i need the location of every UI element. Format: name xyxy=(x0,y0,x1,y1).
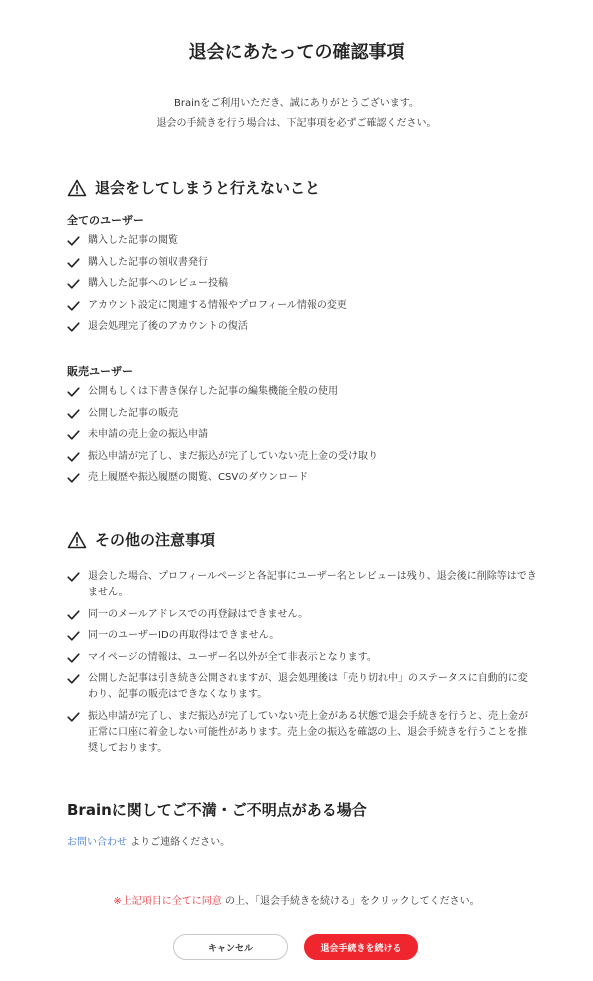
check-icon xyxy=(67,673,80,685)
check-icon xyxy=(67,386,80,398)
list-item xyxy=(67,276,537,292)
check-icon xyxy=(67,278,80,290)
check-icon xyxy=(67,711,80,723)
contact-link[interactable]: お問い合わせ xyxy=(67,837,127,848)
all-users-title: 全てのユーザー xyxy=(67,214,144,227)
warning-icon xyxy=(67,179,87,197)
list-item xyxy=(67,233,537,249)
list-item-text: 公開した記事は引き続き公開されますが、退会処理後は「売り切れ中」のステータスに自動的に変わり、記事の販売はできなくなります。 xyxy=(88,673,528,700)
check-icon xyxy=(67,609,80,621)
list-item-text: 売上履歴や振込履歴の閲覧、CSVのダウンロード xyxy=(88,472,309,483)
notes-list xyxy=(67,569,537,762)
notes-heading xyxy=(67,529,215,550)
list-item-text: 退会した場合、プロフィールページと各記事にユーザー名とレビューは残り、退会後に削除等はできません。 xyxy=(88,571,537,598)
contact-line xyxy=(67,833,230,848)
agreement-prefix: ※ xyxy=(113,896,122,907)
warning-icon xyxy=(67,531,87,549)
list-item xyxy=(67,427,537,443)
intro-line-2: 退会の手続きを行う場合は、下記事項を必ずご確認ください。 xyxy=(156,118,437,129)
list-item xyxy=(67,628,537,644)
cannot-do-heading-text: 退会をしてしまうと行えないこと xyxy=(95,179,321,197)
cancel-button[interactable]: キャンセル xyxy=(173,934,288,960)
list-item-text: 未申請の売上金の振込申請 xyxy=(88,429,208,440)
list-item xyxy=(67,650,537,666)
list-item-text: 公開した記事の販売 xyxy=(88,407,178,419)
check-icon xyxy=(67,472,80,484)
list-item-text: 公開もしくは下書き保存した記事の編集機能全般の使用 xyxy=(88,386,338,397)
continue-withdrawal-button[interactable]: 退会手続きを続ける xyxy=(304,934,418,960)
agreement-link[interactable]: 上記項目に全てに同意 xyxy=(121,896,222,907)
list-item xyxy=(67,319,537,335)
intro-line-1: Brainをご利用いただき、誠にありがとうございます。 xyxy=(173,98,419,109)
list-item xyxy=(67,569,537,601)
list-item-text: マイページの情報は、ユーザー名以外が全て非表示となります。 xyxy=(88,651,377,663)
list-item-text: 振込申請が完了し、まだ振込が完了していない売上金がある状態で退会手続きを行うと、売上金が正常に口座に着金しない可能性があります。売上金の振込を確認の上、退会手続きを行うことを推奨しております。 xyxy=(88,710,528,754)
list-item xyxy=(67,470,537,486)
list-item-text: 購入した記事へのレビュー投稿 xyxy=(88,278,228,289)
list-item xyxy=(67,406,537,422)
list-item-text: 同一のユーザーIDの再取得はできません。 xyxy=(88,630,280,641)
all-users-list xyxy=(67,233,537,341)
sellers-title: 販売ユーザー xyxy=(67,365,133,378)
list-item-text: 退会処理完了後のアカウントの復活 xyxy=(88,321,248,332)
list-item-text: 購入した記事の領収書発行 xyxy=(88,256,208,268)
check-icon xyxy=(67,300,80,312)
notes-heading-text: その他の注意事項 xyxy=(95,531,216,549)
check-icon xyxy=(67,257,80,269)
list-item xyxy=(67,298,537,314)
check-icon xyxy=(67,408,80,420)
check-icon xyxy=(67,652,80,664)
list-item-text: 同一のメールアドレスでの再登録はできません。 xyxy=(88,608,309,620)
check-icon xyxy=(67,630,80,642)
list-item-text: 振込申請が完了し、まだ振込が完了していない売上金の受け取り xyxy=(88,450,378,462)
agreement-suffix: の上、「退会手続きを続ける」をクリックしてください。 xyxy=(221,896,480,907)
contact-heading: Brainに関してご不満・ご不明点がある場合 xyxy=(67,801,367,819)
list-item xyxy=(67,671,537,703)
list-item xyxy=(67,255,537,271)
agreement-note xyxy=(0,892,593,907)
list-item xyxy=(67,709,537,757)
check-icon xyxy=(67,235,80,247)
intro-text xyxy=(0,94,593,134)
cannot-do-heading xyxy=(67,177,320,198)
list-item-text: 購入した記事の閲覧 xyxy=(88,235,178,246)
list-item xyxy=(67,607,537,623)
list-item xyxy=(67,449,537,465)
check-icon xyxy=(67,429,80,441)
check-icon xyxy=(67,571,80,583)
list-item-text: アカウント設定に関連する情報やプロフィール情報の変更 xyxy=(88,299,347,311)
list-item xyxy=(67,384,537,400)
sellers-list xyxy=(67,384,537,492)
page-title: 退会にあたっての確認事項 xyxy=(188,42,405,63)
contact-suffix: よりご連絡ください。 xyxy=(127,837,231,848)
check-icon xyxy=(67,321,80,333)
check-icon xyxy=(67,451,80,463)
